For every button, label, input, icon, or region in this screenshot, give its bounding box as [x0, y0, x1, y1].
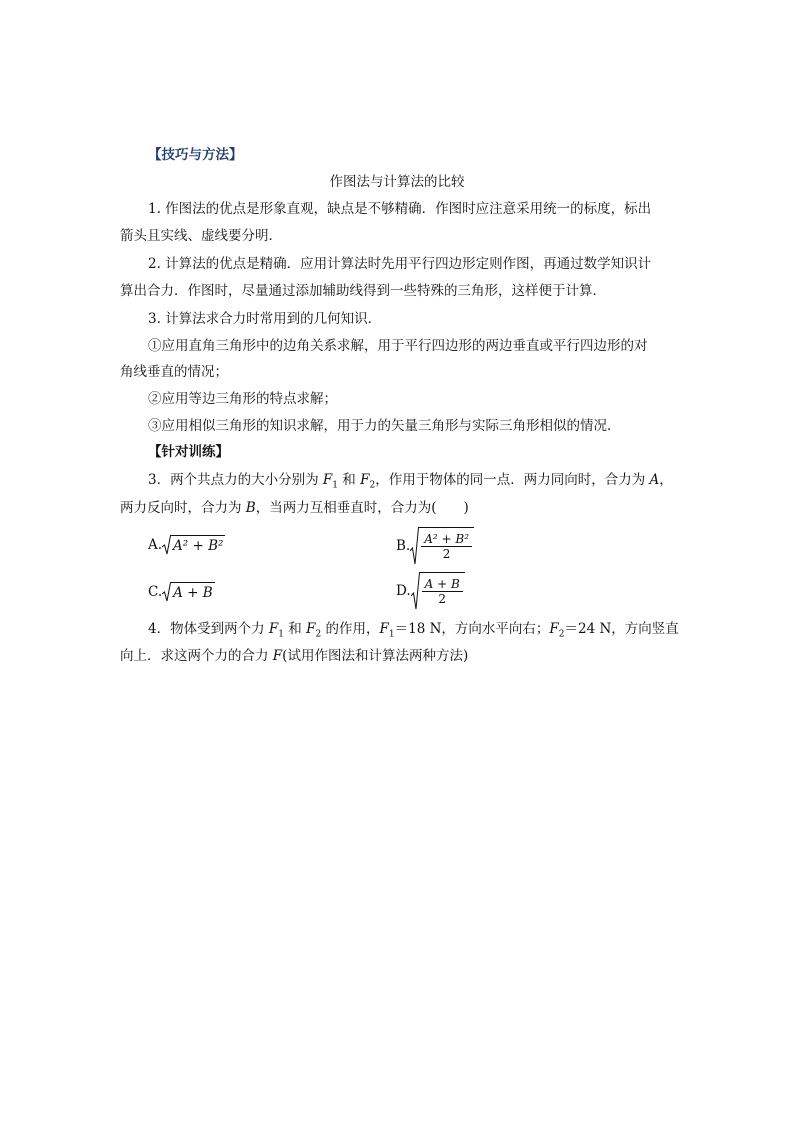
- subscript: 1: [388, 629, 395, 640]
- q4-text: ＝18 N，方向水平向右；: [394, 621, 550, 637]
- method-heading: 【技巧与方法】: [148, 147, 243, 163]
- q3-text: ，作用于物体的同一点．两力同向时，合力为: [375, 472, 650, 488]
- training-heading: 【针对训练】: [148, 444, 229, 460]
- subscript: 2: [315, 629, 322, 640]
- option-b[interactable]: [396, 527, 474, 565]
- question-3-line-1: [148, 471, 673, 495]
- q3-text: 和: [338, 472, 361, 488]
- var-a: A: [649, 472, 660, 488]
- sqrt-icon: [411, 572, 465, 610]
- var-f: F: [306, 621, 316, 637]
- q4-text: ＝24 N，方向竖直: [564, 621, 679, 637]
- option-c-expression: A + B: [171, 582, 215, 602]
- var-f: F: [268, 621, 279, 637]
- paragraph-1-line-2: 箭头且实线、虚线要分明．: [120, 228, 282, 244]
- option-c[interactable]: [148, 582, 215, 602]
- q4-text: (试用作图法和计算法两种方法): [282, 648, 469, 664]
- item-1-line-1: ①应用直角三角形中的边角关系求解，用于平行四边形的两边垂直或平行四边形的对: [148, 338, 648, 354]
- paragraph-2-line-2: 算出合力．作图时，尽量通过添加辅助线得到一些特殊的三角形，这样便于计算．: [120, 283, 606, 299]
- option-d-fraction: [420, 572, 465, 610]
- q3-text: ，当两力互相垂直时，合力为( ): [255, 500, 469, 516]
- subscript: 1: [278, 629, 284, 640]
- paragraph-1-line-1: 1. 作图法的优点是形象直观，缺点是不够精确．作图时应注意采用统一的标度，标出: [148, 201, 652, 217]
- question-3-line-2: [120, 499, 469, 517]
- subscript: 2: [369, 480, 376, 491]
- option-label: C.: [148, 584, 163, 600]
- var-f: F: [272, 648, 283, 664]
- option-label: D.: [396, 583, 411, 599]
- q3-text: 两力反向时，合力为: [120, 500, 246, 516]
- q3-text: ，: [659, 472, 673, 488]
- item-3: ③应用相似三角形的知识求解，用于力的矢量三角形与实际三角形相似的情况．: [148, 418, 621, 434]
- item-1-line-2: 角线垂直的情况；: [120, 364, 228, 380]
- option-label: B.: [396, 538, 411, 554]
- q4-text: 4．物体受到两个力: [148, 621, 269, 637]
- option-label: A.: [148, 537, 163, 553]
- question-4-line-2: [120, 647, 468, 665]
- fraction-denominator: 2: [438, 592, 447, 606]
- sqrt-icon: [162, 535, 225, 555]
- var-f: F: [549, 621, 559, 637]
- section-title: 作图法与计算法的比较: [329, 174, 465, 190]
- option-d[interactable]: [396, 572, 465, 610]
- q3-text: 3．两个共点力的大小分别为: [148, 472, 323, 488]
- var-b: B: [245, 500, 256, 516]
- question-4-line-1: [148, 620, 679, 644]
- paragraph-3: 3. 计算法求合力时常用到的几何知识．: [148, 311, 382, 327]
- q4-text: 和: [284, 621, 307, 637]
- fraction-numerator: A + B: [424, 577, 460, 591]
- subscript: 1: [332, 480, 338, 491]
- item-2: ②应用等边三角形的特点求解；: [148, 391, 337, 407]
- sqrt-icon: [410, 527, 474, 565]
- option-a[interactable]: [148, 535, 225, 555]
- q4-text: 的作用，: [321, 621, 380, 637]
- var-f: F: [360, 472, 370, 488]
- q4-text: 向上．求这两个力的合力: [120, 648, 273, 664]
- subscript: 2: [558, 629, 565, 640]
- option-a-expression: A² + B²: [171, 535, 225, 555]
- fraction-denominator: 2: [442, 547, 451, 561]
- sqrt-icon: [162, 582, 215, 602]
- var-f: F: [379, 621, 389, 637]
- fraction-numerator: A² + B²: [424, 532, 470, 546]
- paragraph-2-line-1: 2. 计算法的优点是精确．应用计算法时先用平行四边形定则作图，再通过数学知识计: [148, 256, 652, 272]
- var-f: F: [322, 472, 333, 488]
- option-b-fraction: [419, 527, 474, 565]
